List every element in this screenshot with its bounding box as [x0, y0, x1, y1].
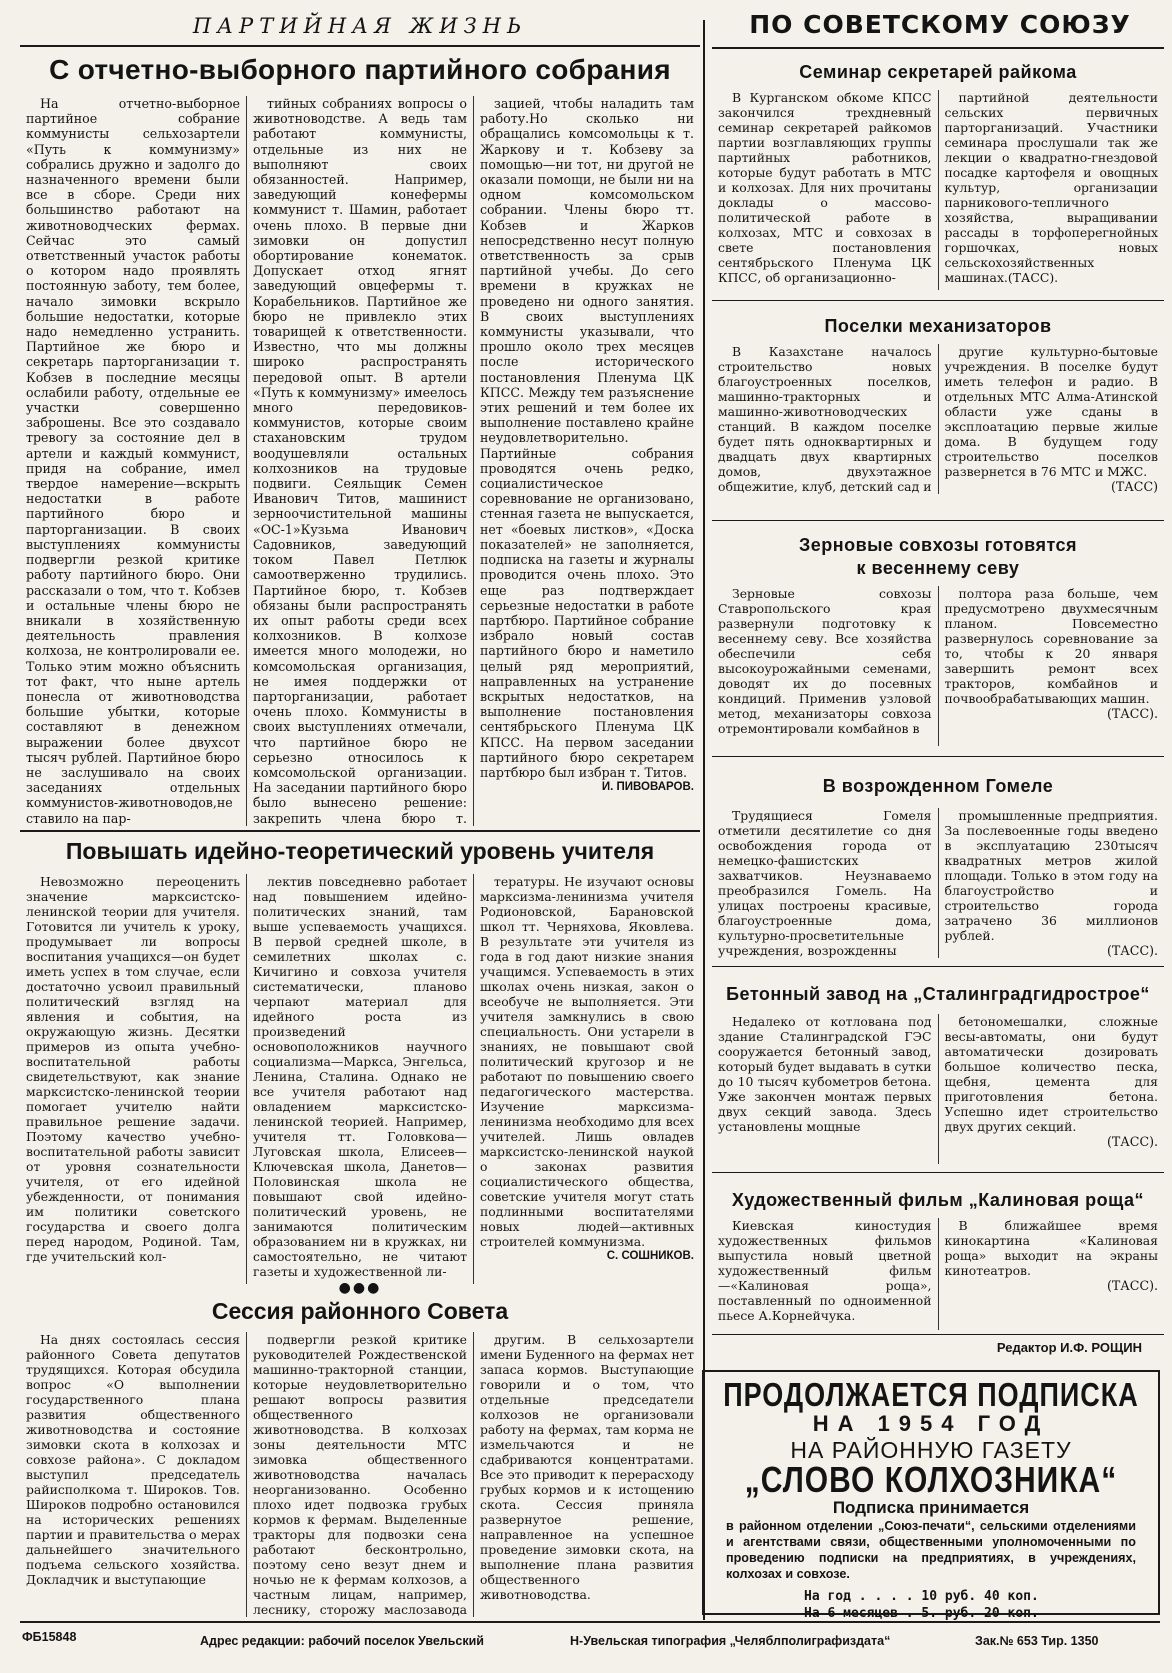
news1-col2 [938, 90, 1165, 290]
news6-title: Художественный фильм „Калиновая роща“ [731, 1190, 1145, 1210]
ad-price-half-value: 5. руб. 20 коп. [921, 1606, 1039, 1621]
news3-rule [712, 756, 1164, 757]
news6-text-1: Киевская киностудия художественных фильмов выпустила новый цветной художественный фильм—«Калиновая роща», поставленный по одноименной пьесе А.Корнейчука. [718, 1218, 932, 1323]
article2-signature: С. СОШНИКОВ. [606, 1250, 694, 1262]
editor-credit: Редактор И.Ф. РОЩИН [996, 1340, 1142, 1355]
news3-col1 [712, 586, 938, 746]
article3-title: Сессия районного Совета [211, 1298, 509, 1324]
header-rule-right [712, 47, 1164, 49]
news2-text-2: другие культурно-бытовые учреждения. В поселке будут иметь телефон и радио. В отдельных МТС Алма-Атинской области уже сданы в эксплоатацию первые жилые дома. В будущем году строительство поселков развернется в 76 МТС и МЖС. [944, 344, 1158, 479]
article2-text-3: тературы. Не изучают основы марксизма-ленинизма учителя Родионовской, Барановской школ тт. Черняхова, Яковлева. В результате эти учителя из года в год дают низкие знания учащимся. Успеваемость в этих школах очень низкая, закон о всеобуче не выполняется. Эти учителя замкнулись в свою специальность. Они устарели в знаниях, не повышают свой политический кругозор и не работают по повышению своего педагогического мастерства. Изучение марксизма-ленинизма необходимо для всех учителей. Лишь овладев марксистско-ленинской наукой о законах развития социалистического общества, советские учителя могут стать подлинными воспитателями новых людей—активных строителей коммунизма. [480, 874, 694, 1249]
article3-body [20, 1332, 700, 1617]
news5-title: Бетонный завод на „Сталинградгидрострое“ [726, 984, 1150, 1004]
article1-text-3: зацией, чтобы наладить там работу.Но сколько ни обращались комсомольцы к т. Жаркову и т. Кобзеву за помощью—ни тот, ни другой не оказали помощи, не были ни на одном комсомольском собрании. Члены бюро тт. Кобзев и Жарков непосредственно несут полную ответственность за срыв партийной учебы. До сего времени в кружках не проведено ни одного занятия. В своих выступлениях коммунисты указывали, что прошло около трех месяцев после исторического постановления Пленума ЦК КПСС. Между тем разъяснение этих решений и тем более их выполнение поставлено крайне неудовлетворительно. Партийные собрания проводятся очень редко, социалистическое соревнование не организовано, стенная газета не выпускается, нет «боевых листков», «Доска показателей» не заполняется, подписка на газеты и журналы проводится очень плохо. Это еще раз подтверждает серьезные недостатки в работе партбюро. Партийное собрание избрало новый состав партийного бюро и наметило целый ряд мероприятий, направленных на устранение вскрытых недостатков, на выполнение постановления сентябрьского Пленума ЦК КПСС. На первом заседании партийного бюро секретарем партбюро был избран т. Титов. [480, 96, 694, 780]
news3-tass: (ТАСС). [1106, 706, 1158, 721]
ad-price-half-label: На 6 месяцев . [804, 1606, 914, 1621]
news2-body [712, 344, 1164, 494]
news4-text-1: Трудящиеся Гомеля отметили десятилетие со дня освобождения города от немецко-фашистских захватчиков. Неузнаваемо преобразился Гомель. На улицах построены красивые, благоустроенные дома, культурно-просветительные учреждения, возрожденны [718, 808, 932, 958]
news6-rule [712, 1334, 1164, 1335]
article1-signature: И. ПИВОВАРОВ. [601, 781, 694, 794]
news5-rule [712, 1172, 1164, 1173]
news3-title-line2: к весеннему севу [856, 558, 1020, 578]
news1-body [712, 90, 1164, 290]
ad-price-year [704, 1588, 1158, 1605]
ad-line-accepted: Подписка принимается [832, 1498, 1030, 1517]
news3-text-1: Зерновые совхозы Ставропольского края развернули подготовку к весеннему севу. Все хозяйства обеспечили себя высокоурожайными семенами, доводят их до посевных кондиций. Применив узловой метод, механизаторы совхоза отремонтировали комбайнов в [718, 586, 932, 736]
news4-col2 [938, 808, 1165, 958]
news6-body [712, 1218, 1164, 1330]
news1-title: Семинар секретарей райкома [799, 62, 1077, 82]
news5-tass: (ТАСС). [1106, 1134, 1158, 1149]
ad-line-newspaper: НА РАЙОННУЮ ГАЗЕТУ [790, 1437, 1072, 1463]
news3-col2 [938, 586, 1165, 746]
news1-rule [712, 300, 1164, 301]
news6-col2 [938, 1218, 1165, 1330]
ad-price-year-value: 10 руб. 40 коп. [921, 1589, 1039, 1604]
news1-col1 [712, 90, 938, 290]
ad-newspaper-name: „СЛОВО КОЛХОЗНИКА“ [744, 1460, 1118, 1501]
news6-text-2: В ближайшее время кинокартина «Калиновая роща» выходит на экраны кинотеатров. [944, 1218, 1158, 1278]
article1-text-2: тийных собраниях вопросы о животноводстве. А ведь там работают коммунисты, отдельные из них не выполняют своих обязанностей. Например, заведующий конефермы коммунист т. Шамин, работает очень плохо. В первые дни зимовки он допустил обортирование конематок. Допускает отход ягнят заведующий овцефермы т. Корабельников. Партийное же бюро не привлекло этих товарищей к ответственности. Известно, что мы должны широко распространять передовой опыт. В артели «Путь к коммунизму» имеелось много передовиков-коммунистов, которые своим стахановским трудом воодушевляли остальных колхозников на трудовые подвиги. Сеяльщик Семен Иванович Титов, машинист зерноочистительной машины «ОС-1»Кузьма Иванович Садовников, заведующий током Павел Петлюк самоотверженно трудились. Партийное бюро, т. Кобзев обязаны были распространять их опыт работы среди всех колхозников. В колхозе имеется много молодежи, но комсомольская организация, не имея поддержки от парторганизации, работает очень плохо. Коммунисты в своих выступлениях отмечали, что партийное бюро не серьезно относилось к комсомольской организации. На заседании партийного бюро было вынесено решение: закрепить члена бюро т. [253, 96, 467, 826]
news4-body [712, 808, 1164, 958]
ad-price-half [704, 1605, 1158, 1622]
news4-col1 [712, 808, 938, 958]
ad-line-year: НА 1954 ГОД [812, 1411, 1050, 1436]
article2-text-2: лектив повседневно работает над повышением идейно-политических знаний, там выше успеваемость учащихся. В первой средней школе, в семилетних школах с. Кичигино и совхоза учителя систематически, планово черпают материал для идейного роста из произведений основоположников научного социализма—Маркса, Энгельса, Ленина, Сталина. Однако не все учителя работают над овладением марксистско-ленинской теорией. Например, учителя тт. Головкова—Луговская школа, Елисеев—Ключевская школа, Данетов—Половинская школа не повышают свой идейно-политический уровень, не занимаются политическим образованием ни в кружках, ни самостоятельно, не читают газеты и художественной ли- [253, 874, 467, 1279]
news2-col1 [712, 344, 938, 494]
footer-printer: Н-Увельская типография „Челяблполиграфиздата“ [570, 1634, 891, 1648]
subscription-ad [702, 1370, 1160, 1621]
news5-text-2: бетономешалки, сложные весы-автоматы, они будут автоматически дозировать большое количество песка, щебня, цемента для приготовления бетона. Успешно идет строительство двух других секций. [944, 1014, 1158, 1134]
article1-col1 [20, 96, 246, 826]
article1-title: С отчетно-выборного партийного собрания [49, 54, 671, 85]
news4-tass: (ТАСС). [1106, 943, 1158, 958]
header-rule-left [20, 45, 700, 47]
article2-col1 [20, 874, 246, 1284]
news3-text-2: полтора раза больше, чем предусмотрено двухмесячным планом. Повсеместно развернулось соревнование за то, чтобы к 20 января завершить ремонт всех тракторов, комбайнов и почвообрабатывающих машин. [944, 586, 1158, 706]
footer-code: ФБ15848 [22, 1630, 77, 1644]
article2-text-1: Невозможно переоценить значение марксистско-ленинской теории для учителя. Готовится ли учитель к уроку, продумывает ли вопросы воспитания учащихся—он будет иметь успех в том случае, если достаточно усвоил правильный политический взгляд на явления и события, на окружающую жизнь. Десятки примеров из опыта учебно-воспитательной работы свидетельствуют, как знание марксистско-ленинской теории помогает учителю найти правильное решение задачи. Поэтому качество учебно-воспитательной работы зависит от уровня сознательности учителя, от его идейной убежденности, от понимания им политики советского государства и своего долга перед народом, Родиной. Там, где учительский кол- [26, 874, 240, 1264]
article2-body [20, 874, 700, 1284]
article1-col2 [246, 96, 473, 826]
footer-rule [20, 1621, 1160, 1623]
news2-col2 [938, 344, 1165, 494]
ad-price-year-label: На год . . . . [804, 1589, 914, 1604]
article3-text-1: На днях состоялась сессия районного Совета депутатов трудящихся. Которая обсудила вопрос «О выполнении государственного плана развития общественного животноводства и состояние зимовки скота в колхозах и совхозе района». С докладом выступил председатель райисполкома т. Широков. Тов. Широков подробно остановился на исторических решениях партии и правительства о мерах дальнейшего значительного подъема сельского хозяйства. Докладчик и выступающие [26, 1332, 240, 1587]
article2-col3 [473, 874, 700, 1284]
news5-col2 [938, 1014, 1165, 1164]
article3-col3 [473, 1332, 700, 1617]
article3-col1 [20, 1332, 246, 1617]
separator-dots: ●●● [338, 1280, 382, 1296]
news5-text-1: Недалеко от котлована под здание Сталинградской ГЭС сооружается бетонный завод, который будет выдавать в сутки до 10 тысяч кубометров бетона. Уже закончен монтаж первых двух секций завода. Здесь установлены мощные [718, 1014, 932, 1134]
article2-title: Повышать идейно-теоретический уровень учителя [65, 838, 655, 864]
news2-title: Поселки механизаторов [824, 316, 1052, 336]
footer-address: Адрес редакции: рабочий поселок Увельский [200, 1634, 484, 1648]
news2-tass: (ТАСС) [1110, 479, 1158, 494]
article1-body [20, 96, 700, 826]
section-title-soviet-union: ПО СОВЕТСКОМУ СОЮЗУ [749, 10, 1131, 39]
ad-places-text: в районном отделении „Союз-печати“, сельскими отделениями и агентствами связи, общественными уполномоченными по проведению подписки на предприятиях, в учреждениях, колхозах и совхозе. [726, 1519, 1136, 1581]
news5-body [712, 1014, 1164, 1164]
ad-line-continues: ПРОДОЛЖАЕТСЯ ПОДПИСКА [723, 1376, 1139, 1414]
news5-col1 [712, 1014, 938, 1164]
news4-title: В возрожденном Гомеле [822, 776, 1054, 796]
news2-text-1: В Казахстане началось строительство новых благоустроенных поселков, машинно-тракторных и машинно-животноводческих станций. В каждом поселке будет пять одноквартирных и двадцать двух квартирных домов, двухэтажное общежитие, клуб, детский сад и [718, 344, 932, 494]
article1-col3 [473, 96, 700, 826]
article3-col2 [246, 1332, 473, 1617]
news4-text-2: промышленные предприятия. За послевоенные годы введено в эксплуатацию 230тысяч квадратных метров жилой площади. Только в этом году на благоустройство и строительство города затрачено 36 миллионов рублей. [944, 808, 1158, 943]
news3-body [712, 586, 1164, 746]
news6-col1 [712, 1218, 938, 1330]
news6-tass: (ТАСС). [1106, 1278, 1158, 1293]
news4-rule [712, 966, 1164, 967]
news3-title-line1: Зерновые совхозы готовятся [798, 535, 1078, 555]
news2-rule [712, 520, 1164, 521]
article1-bottom-rule [20, 830, 700, 832]
article2-col2 [246, 874, 473, 1284]
rubric-party-life: ПАРТИЙНАЯ ЖИЗНЬ [192, 14, 528, 38]
article1-text-1: На отчетно-выборное партийное собрание коммунисты сельхозартели «Путь к коммунизму» собрались дружно и задолго до назначенного времени были все в сборе. Среди них большинство работают на животноводческих фермах. Сейчас это самый ответственный участок работы о котором надо проявлять постоянную заботу, тем более, начало зимовки вскрыло большие недостатки, которые надо немедленно устранить. Партийное же бюро и секретарь парторганизации т. Кобзев в последние месяцы ослабили работу, отдельные ее участки совершенно заброшены. Все это создавало тревогу за состояние дел в артели и каждый коммунист, придя на собрание, имел твердое намерение—вскрыть недостатки в работе партийного бюро и парторганизации. В своих выступлениях коммунисты подвергли резкой критике работу партийного бюро. Они рассказали о том, что т. Кобзев и остальные члены бюро не вникали в хозяйственную деятельность правления колхоза, не контролировали ее. Только этим можно объяснить тот факт, что ныне артель понесла от животноводства большие убытки, которые составляют в денежном выражении более двухсот тысяч рублей. Партийное бюро не заслушивало на своих заседаниях отдельных коммунистов-животноводов,не ставило на пар- [26, 96, 240, 826]
news1-text-1: В Курганском обкоме КПСС закончился трехдневный семинар секретарей райкомов партии возглавляющих группы партийных работников, которые будут работать в МТС и колхозах. Для них прочитаны доклады о массово-политической работе в колхозах, МТС и совхозах в свете постановления сентябрьского Пленума ЦК КПСС, об организационно- [718, 90, 932, 285]
article3-text-3: другим. В сельхозартели имени Буденного на фермах нет запаса кормов. Выступающие говорили и о том, что отдельные председатели колхозов не организовали работу на фермах, там корма не измельчаются и не сдабриваются концентратами. Все это приводит к перерасходу грубых кормов и к истощению скота. Сессия приняла развернутое решение, направленное на успешное проведение зимовки скота, на выполнение плана развития общественного животноводства. [480, 1332, 694, 1602]
footer-order: Зак.№ 653 Тир. 1350 [975, 1634, 1099, 1648]
article3-text-2: подвергли резкой критике руководителей Рождественской машинно-тракторной станции, которые неудовлетворительно решают вопросы развития общественного животноводства. В колхозах зоны деятельности МТС зимовка общественного животноводства началась неорганизованно. Особенно плохо идет подвозка грубых кормов к фермам. Выделенные тракторы для подвозки сена работают бесконтрольно, поэтому сено везут днем и ночью не к фермам колхозов, а частным лицам, например, леснику, сторожу маслозавода [253, 1332, 467, 1617]
news1-text-2: партийной деятельности сельских первичных парторганизаций. Участники семинара прослушали так же лекции о квадратно-гнездовой посадке картофеля и овощных культур, организации парникового-тепличного хозяйства, выращивании рассады в торфоперегнойных горшочках, новых сельскохозяйственных машинах.(ТАСС). [944, 90, 1158, 285]
